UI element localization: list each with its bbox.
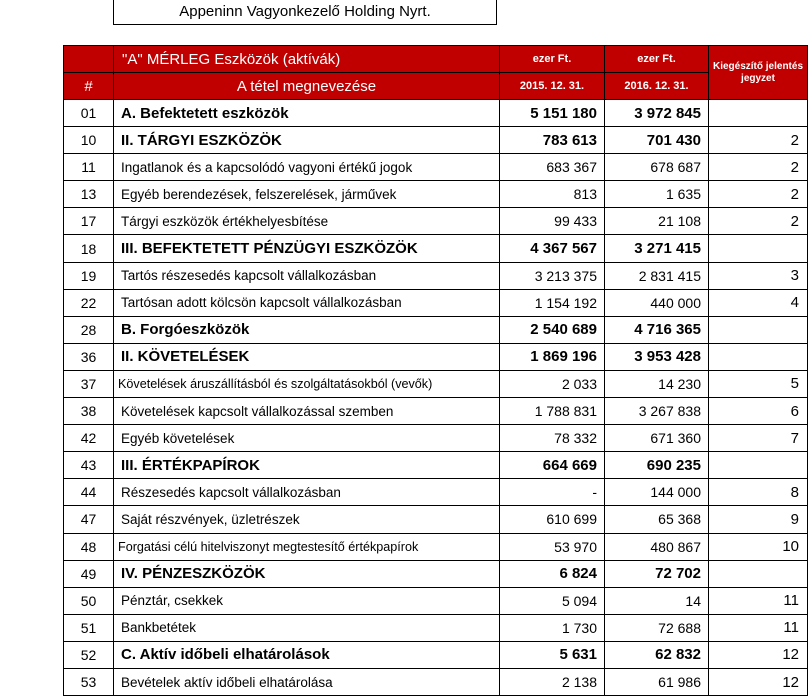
note-ref: 12 (709, 668, 808, 695)
table-row (64, 289, 808, 316)
row-number: 10 (64, 127, 114, 154)
note-ref: 12 (709, 641, 808, 668)
note-ref (709, 316, 808, 343)
item-name: Forgatási célú hitelviszonyt megtestesítő értékpapírok (114, 533, 500, 560)
unit-2016: ezer Ft. (605, 46, 709, 73)
table-row (64, 154, 808, 181)
value-2015: - (500, 479, 605, 506)
value-2016: 144 000 (605, 479, 709, 506)
table-row (64, 100, 808, 127)
header-row-columns (64, 73, 808, 100)
item-name: Saját részvények, üzletrészek (114, 506, 500, 533)
company-title: Appeninn Vagyonkezelő Holding Nyrt. (179, 3, 431, 20)
value-2015: 783 613 (500, 127, 605, 154)
value-2015: 664 669 (500, 452, 605, 479)
unit-2015: ezer Ft. (500, 46, 605, 73)
note-ref (709, 100, 808, 127)
date-2015-header: 2015. 12. 31. (500, 73, 605, 100)
value-2015: 5 094 (500, 587, 605, 614)
note-ref (709, 235, 808, 262)
value-2016: 72 702 (605, 560, 709, 587)
value-2015: 1 154 192 (500, 289, 605, 316)
row-number: 51 (64, 614, 114, 641)
header-blank-cell (64, 46, 114, 73)
note-ref: 2 (709, 127, 808, 154)
table-row (64, 127, 808, 154)
value-2016: 4 716 365 (605, 316, 709, 343)
row-number: 47 (64, 506, 114, 533)
row-number: 42 (64, 425, 114, 452)
item-name: IV. PÉNZESZKÖZÖK (114, 560, 500, 587)
value-2015: 1 730 (500, 614, 605, 641)
value-2016: 72 688 (605, 614, 709, 641)
value-2015: 610 699 (500, 506, 605, 533)
value-2016: 2 831 415 (605, 262, 709, 289)
value-2016: 671 360 (605, 425, 709, 452)
note-ref: 11 (709, 587, 808, 614)
table-row (64, 425, 808, 452)
value-2016: 440 000 (605, 289, 709, 316)
table-row (64, 506, 808, 533)
value-2015: 2 138 (500, 668, 605, 695)
note-ref: 7 (709, 425, 808, 452)
note-column-header: Kiegészítő jelentés jegyzet (709, 46, 808, 100)
note-ref: 5 (709, 370, 808, 397)
table-row (64, 370, 808, 397)
row-number: 53 (64, 668, 114, 695)
item-name: C. Aktív időbeli elhatárolások (114, 641, 500, 668)
item-name: Követelések áruszállításból és szolgáltatásokból (vevők) (114, 370, 500, 397)
row-number: 28 (64, 316, 114, 343)
value-2015: 2 033 (500, 370, 605, 397)
row-number: 50 (64, 587, 114, 614)
value-2015: 6 824 (500, 560, 605, 587)
item-name: Tartós részesedés kapcsolt vállalkozásban (114, 262, 500, 289)
item-name: Tartósan adott kölcsön kapcsolt vállalkozásban (114, 289, 500, 316)
value-2015: 3 213 375 (500, 262, 605, 289)
row-number: 13 (64, 181, 114, 208)
value-2015: 2 540 689 (500, 316, 605, 343)
balance-sheet-table (63, 45, 808, 696)
table-row (64, 614, 808, 641)
value-2016: 1 635 (605, 181, 709, 208)
table-row (64, 208, 808, 235)
value-2016: 690 235 (605, 452, 709, 479)
item-name: Egyéb berendezések, felszerelések, járművek (114, 181, 500, 208)
note-ref (709, 343, 808, 370)
table-row (64, 262, 808, 289)
value-2016: 65 368 (605, 506, 709, 533)
value-2015: 5 631 (500, 641, 605, 668)
header-row-units (64, 46, 808, 73)
table-row (64, 316, 808, 343)
value-2016: 14 (605, 587, 709, 614)
value-2016: 3 972 845 (605, 100, 709, 127)
row-number: 17 (64, 208, 114, 235)
sheet-title: "A" MÉRLEG Eszközök (aktívák) (114, 46, 500, 73)
item-name: Bevételek aktív időbeli elhatárolása (114, 668, 500, 695)
note-ref: 2 (709, 181, 808, 208)
note-ref: 8 (709, 479, 808, 506)
table-row (64, 343, 808, 370)
item-name: A. Befektetett eszközök (114, 100, 500, 127)
value-2015: 1 788 831 (500, 398, 605, 425)
row-number: 44 (64, 479, 114, 506)
date-2016-header: 2016. 12. 31. (605, 73, 709, 100)
table-row (64, 181, 808, 208)
value-2016: 14 230 (605, 370, 709, 397)
note-ref: 3 (709, 262, 808, 289)
item-name: II. TÁRGYI ESZKÖZÖK (114, 127, 500, 154)
value-2015: 813 (500, 181, 605, 208)
item-name: Egyéb követelések (114, 425, 500, 452)
value-2016: 21 108 (605, 208, 709, 235)
row-number: 38 (64, 398, 114, 425)
row-number: 43 (64, 452, 114, 479)
table-row (64, 641, 808, 668)
company-title-box (113, 0, 497, 25)
row-number: 48 (64, 533, 114, 560)
value-2015: 53 970 (500, 533, 605, 560)
note-ref: 10 (709, 533, 808, 560)
row-number: 18 (64, 235, 114, 262)
value-2016: 3 953 428 (605, 343, 709, 370)
value-2015: 1 869 196 (500, 343, 605, 370)
note-ref: 9 (709, 506, 808, 533)
row-number: 49 (64, 560, 114, 587)
table-row (64, 479, 808, 506)
value-2016: 3 271 415 (605, 235, 709, 262)
item-name: B. Forgóeszközök (114, 316, 500, 343)
value-2015: 4 367 567 (500, 235, 605, 262)
item-name: Részesedés kapcsolt vállalkozásban (114, 479, 500, 506)
item-name: Tárgyi eszközök értékhelyesbítése (114, 208, 500, 235)
value-2015: 78 332 (500, 425, 605, 452)
table-row (64, 668, 808, 695)
value-2016: 61 986 (605, 668, 709, 695)
row-number: 52 (64, 641, 114, 668)
value-2015: 683 367 (500, 154, 605, 181)
note-ref: 11 (709, 614, 808, 641)
row-number: 36 (64, 343, 114, 370)
item-name: III. BEFEKTETETT PÉNZÜGYI ESZKÖZÖK (114, 235, 500, 262)
note-ref: 2 (709, 154, 808, 181)
table-row (64, 235, 808, 262)
note-ref: 2 (709, 208, 808, 235)
item-name: Bankbetétek (114, 614, 500, 641)
note-ref: 6 (709, 398, 808, 425)
row-number: 01 (64, 100, 114, 127)
table-row (64, 398, 808, 425)
table-row (64, 587, 808, 614)
row-number: 22 (64, 289, 114, 316)
row-number: 11 (64, 154, 114, 181)
value-2016: 62 832 (605, 641, 709, 668)
item-name: II. KÖVETELÉSEK (114, 343, 500, 370)
item-name: Pénztár, csekkek (114, 587, 500, 614)
value-2016: 678 687 (605, 154, 709, 181)
note-ref (709, 560, 808, 587)
table-row (64, 560, 808, 587)
row-number: 19 (64, 262, 114, 289)
item-name: Ingatlanok és a kapcsolódó vagyoni értékű jogok (114, 154, 500, 181)
table-row (64, 452, 808, 479)
value-2016: 480 867 (605, 533, 709, 560)
note-ref (709, 452, 808, 479)
table-row (64, 533, 808, 560)
row-number-header: # (64, 73, 114, 100)
item-name-header: A tétel megnevezése (114, 73, 500, 100)
note-ref: 4 (709, 289, 808, 316)
value-2016: 3 267 838 (605, 398, 709, 425)
value-2015: 99 433 (500, 208, 605, 235)
item-name: Követelések kapcsolt vállalkozással szemben (114, 398, 500, 425)
value-2015: 5 151 180 (500, 100, 605, 127)
row-number: 37 (64, 370, 114, 397)
value-2016: 701 430 (605, 127, 709, 154)
item-name: III. ÉRTÉKPAPÍROK (114, 452, 500, 479)
